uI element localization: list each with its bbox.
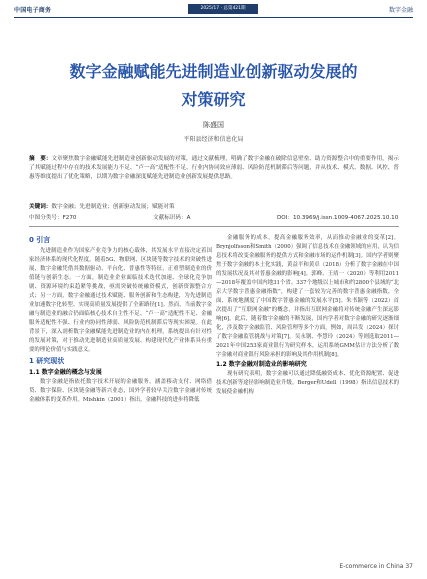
paper-title-line1: 数字金融赋能先进制造业创新驱动发展的: [69, 62, 358, 81]
author-affiliation: 平阳县经济和信息化局: [183, 136, 244, 143]
intro-paragraph: 先进制造业作为国家产业竞争力的核心载体，其发展水平直接决定着国家经济体系的现代化程度。随着5G、物联网、区块链等数字技术的突破性进展，数字金融凭借其数据驱动、平台化、普惠性等特征，正重塑制造业的价值链与创新生态。一方面，制造业企业面临技术迭代加速、全球化竞争加剧、资源环境约束趋紧等挑战，亟需突破传统融资模式，创新资源整合方式；另一方面，数字金融通过技术赋能、服务创新和生态构建，为先进制造业加速数字化转型、实现高质量发展提供了全新路径[1]。然而，当前数字金融与制造业的融合仍面临核心技术自主性不足、“卢一高”适配性不足、金融服务适配性不强、行业内协同性薄弱、风险防范机制滞后等现实困境。在此背景下，深入剖析数字金融赋能先进制造业的内在机理，系统提出有针对性的发展对策，对于推动先进制造业高质量发展、构建现代化产业体系具有重要的理论价值与实践意义。: [29, 248, 212, 353]
paper-title-line2: 对策研究: [181, 90, 246, 109]
article-meta: [29, 214, 399, 223]
header-rule: [14, 17, 413, 18]
doi: DOI：10.3969/j.issn.1009-4067.2025.10.10: [277, 215, 399, 221]
subsection-heading-1-2: 1.2 数字金融对制造业的影响研究: [216, 361, 307, 368]
document-code: 文献标识码：A: [153, 215, 191, 221]
author-name: 陈盛国: [203, 121, 224, 129]
abstract-text: 文章聚焦数字金融赋能先进制造业创新驱动发展的对策，通过文献梳理，明确了数字金融在破除信息壁垒、助力资源整合中的重要作用，揭示了其赋能过程中存在的技术发展能力不足、“卢一高”适配性不足、行业内协同效应薄弱、风险防范机制滞后等问题，并从技术、模式、数据、风控、普惠等维度提出了优化策略，以期为数字金融深度赋能先进制造业创新发展提供思路。: [29, 156, 399, 180]
meta-divider: [29, 226, 399, 227]
keywords-text: 数字金融；先进制造业；创新驱动发展；赋能对策: [51, 204, 175, 210]
left-column: [29, 234, 212, 405]
paragraph-1-1-cont: 金融服务的成本，提高金融服务效率，从而推动金融业的变革[2]。Brynjolfsson和Smith（2000）强调了信息技术在金融领域的应用，认为信息技术将改变金融服务的提供方式和金融市场的运作机制[3]。国内学者则聚焦于数字金融的本土化实践，黄益平和黄卓（2018）分析了数字金融在中国的发展状况及其对普惠金融的影响[4]。郭峰、王靖一（2020）等利用2011—2018年覆盖中国内地31个省、337个地级以上城市和约2800个县域的“北京大学数字普惠金融指数”，构建了一套较为完善的数字普惠金融指数，全面、系统地测度了中国数字普惠金融的发展水平[5]。朱书颖等（2022）首次提出了“互联网金融”的概念，并指出互联网金融将对传统金融产生深远影响[6]。此后，随着数字金融的不断发展，国内学者对数字金融的研究逐渐细化，涉及数字金融监管、风险管理等多个方面。例如，周昌发（2024）探讨了数字金融监管挑战与对策[7]。吴永钢、李慧玲（2024）等则选取2011—2021年中国253家商业银行为研究样本，运用系统GMM估计方法分析了数字金融对商业银行风险承担的影响及其作用机制[8]。: [216, 235, 399, 358]
section-heading-intro: 0 引言: [29, 236, 51, 244]
section-name: 数字金融: [388, 7, 413, 14]
keywords: [29, 203, 399, 212]
paragraph-1-1: 数字金融是指依托数字技术开展的金融服务，涵盖移动支付、网络借贷、数字保险、区块链金融等新兴业态，国外学者较早关注数字金融对传统金融体系的变革作用。Mishkin（2001）指出，金融科技的进步将降低: [29, 379, 212, 403]
journal-name: 中国电子商务: [14, 7, 52, 14]
clc-number: 中图分类号：F270: [29, 215, 77, 221]
issue-tag: 2025/17 · 总第421期: [188, 4, 258, 14]
abstract-label: 摘 要：: [29, 156, 52, 162]
keywords-label: 关键词：: [29, 204, 52, 210]
abstract: [29, 155, 399, 182]
section-heading-research: 1 研究现状: [29, 357, 65, 365]
running-header: [0, 0, 427, 18]
paragraph-1-2: 现有研究表明，数字金融可以通过降低融资成本、优化资源配置、促进技术创新等途径影响制造业升级。Berger和Udell（1998）指出信息技术的发展使金融机构: [216, 371, 399, 395]
page-footer: E-commerce in China 37: [339, 563, 413, 570]
subsection-heading-1-1: 1.1 数字金融的概念与发展: [29, 369, 102, 376]
right-column: [216, 234, 399, 397]
